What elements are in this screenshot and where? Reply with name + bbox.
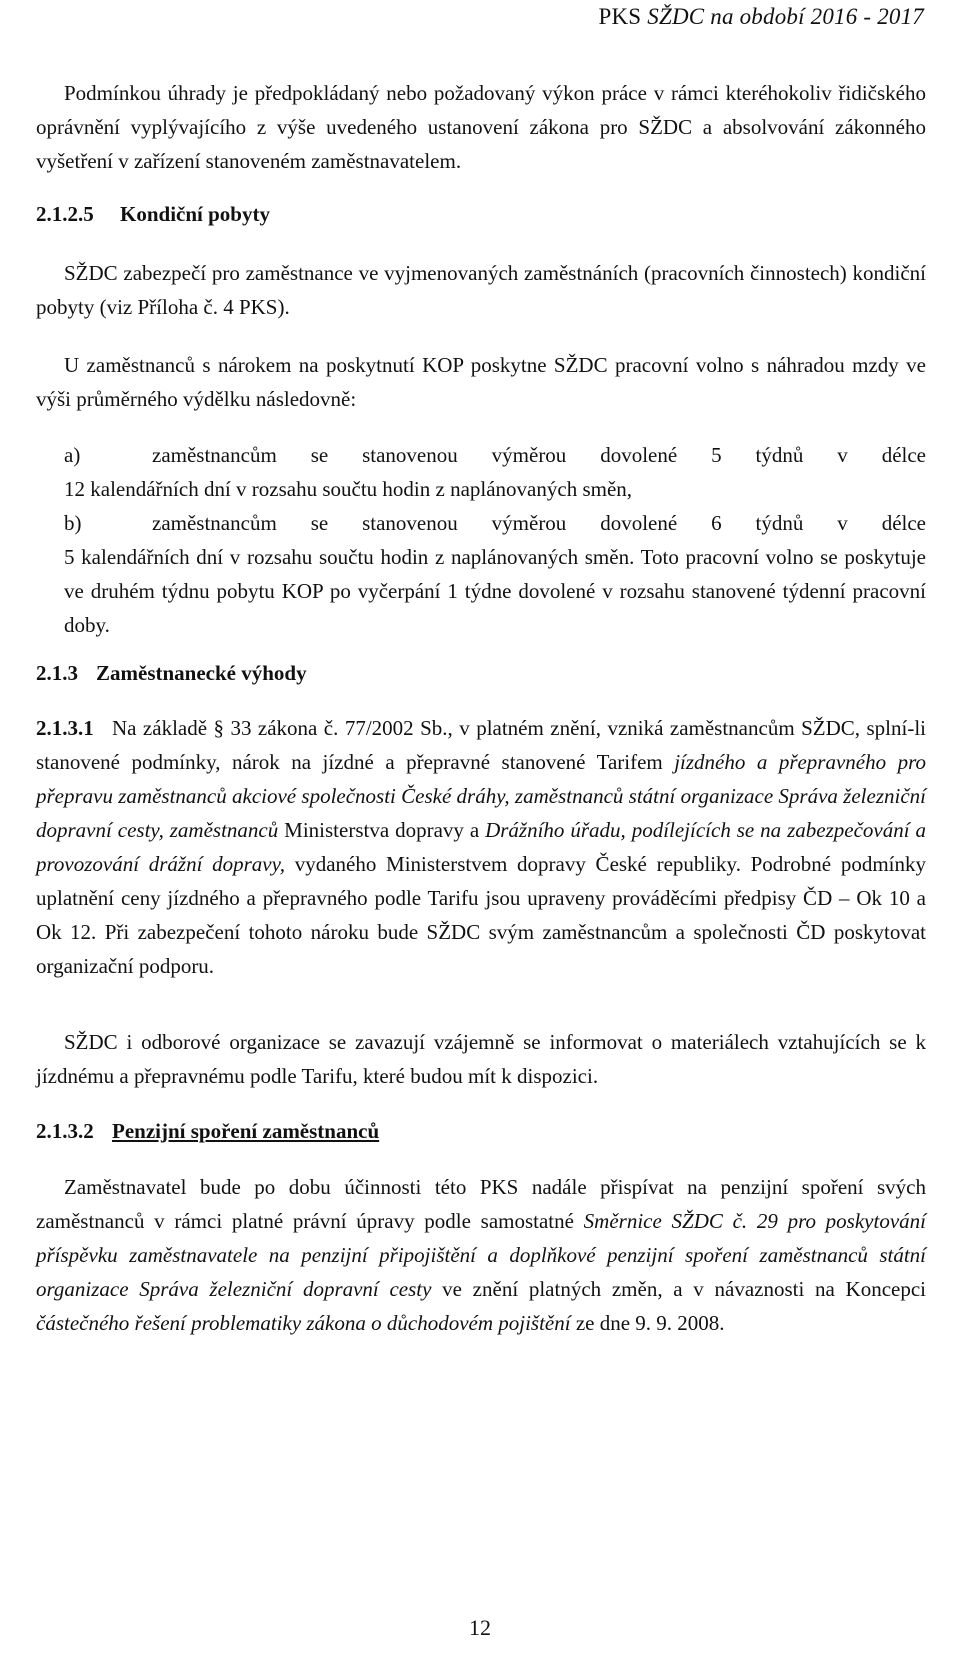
section-number-2-1-3: 2.1.3 <box>36 661 78 685</box>
paragraph-penzijni-part-3: ze dne 9. 9. 2008. <box>570 1311 725 1335</box>
list-item-a-text-first: zaměstnancům se stanovenou výměrou dovolené 5 týdnů v délce <box>152 443 926 467</box>
header-title: SŽDC na období 2016 - 2017 <box>647 4 924 29</box>
list-item-b-label: b) <box>64 511 82 535</box>
section-number-2-1-3-2: 2.1.3.2 <box>36 1119 94 1143</box>
paragraph-2-1-3-1 <box>36 711 926 983</box>
list-item-a-label: a) <box>64 443 81 467</box>
paragraph-2-1-3-1-part-3: vydaného Ministerstvem dopravy České republiky. Podrobné podmínky uplatnění ceny jízdného a přepravného podle Tarifu jsou upraveny prováděcími předpisy ČD – Ok 10 a Ok 12. Při zabezpečení tohoto nároku bude SŽDC svým zaměstnancům a společnosti ČD poskytovat organizační podporu. <box>36 852 926 978</box>
section-title-kondicni-pobyty: Kondiční pobyty <box>120 202 270 226</box>
paragraph-penzijni-part-1: Zaměstnavatel bude po dobu účinnosti této PKS nadále přispívat na penzijní spoření svých zaměstnanců v rámci platné právní úpravy podle samostatné <box>36 1175 926 1233</box>
tarif-title-italic: jízdného a přepravného pro přepravu zaměstnanců akciové společnosti České dráhy, zaměstnanců státní organizace Správa železniční dopravní cesty, zaměstnanců <box>36 750 926 842</box>
header-prefix: PKS <box>598 4 648 29</box>
paragraph-penzijni-sporeni <box>36 1170 926 1340</box>
list-item-b <box>64 506 926 642</box>
section-title-zamestnanecke-vyhody: Zaměstnanecké výhody <box>96 661 307 685</box>
page-header <box>599 4 925 30</box>
section-number-2-1-2-5: 2.1.2.5 <box>36 202 94 226</box>
list-item-a-first-line <box>64 438 926 472</box>
section-number-2-1-3-1: 2.1.3.1 <box>36 716 94 740</box>
page-number: 12 <box>469 1615 491 1640</box>
paragraph-payment-condition: Podmínkou úhrady je předpokládaný nebo požadovaný výkon práce v rámci kteréhokoliv řidičského oprávnění vyplývajícího z výše uvedeného ustanovení zákona pro SŽDC a absolvování zákonného vyšetření v zařízení stanoveném zaměstnavatelem. <box>36 81 926 173</box>
paragraph-kop-leave: U zaměstnanců s nárokem na poskytnutí KOP poskytne SŽDC pracovní volno s náhradou mzdy ve výši průměrného výdělku následovně: <box>36 353 926 411</box>
koncepce-title-italic: částečného řešení problematiky zákona o důchodovém pojištění <box>36 1311 571 1335</box>
paragraph-kondicni-pobyty: SŽDC zabezpečí pro zaměstnance ve vyjmenovaných zaměstnáních (pracovních činnostech) kondiční pobyty (viz Příloha č. 4 PKS). <box>36 261 926 319</box>
paragraph-penzijni-part-2: ve znění platných změn, a v návaznosti na Koncepci <box>431 1277 926 1301</box>
paragraph-odborove-organizace: SŽDC i odborové organizace se zavazují vzájemně se informovat o materiálech vztahujících se k jízdnému a přepravnému podle Tarifu, které budou mít k dispozici. <box>36 1030 926 1088</box>
list-item-b-text-first: zaměstnancům se stanovenou výměrou dovolené 6 týdnů v délce <box>152 511 926 535</box>
list-item-b-text-rest: 5 kalendářních dní v rozsahu součtu hodin z naplánovaných směn. Toto pracovní volno se poskytuje ve druhém týdnu pobytu KOP po vyčerpání 1 týdne dovolené v rozsahu stanovené týdenní pracovní doby. <box>64 545 926 637</box>
list-item-a-text-rest: 12 kalendářních dní v rozsahu součtu hodin z naplánovaných směn, <box>64 477 633 501</box>
list-item-b-first-line <box>64 506 926 540</box>
list-item-a <box>64 438 926 506</box>
paragraph-2-1-3-1-part-2: Ministerstva dopravy a <box>278 818 486 842</box>
drazni-urad-italic: Drážního úřadu, podílejících se na zabezpečování a provozování drážní dopravy, <box>36 818 927 876</box>
paragraph-2-1-3-1-part-1: Na základě § 33 zákona č. 77/2002 Sb., v platném znění, vzniká zaměstnancům SŽDC, splní-li stanovené podmínky, nárok na jízdné a přepravné stanovené Tarifem <box>36 716 926 774</box>
section-title-penzijni-sporeni: Penzijní spoření zaměstnanců <box>112 1119 380 1143</box>
smernice-title-italic: Směrnice SŽDC č. 29 pro poskytování příspěvku zaměstnavatele na penzijní připojištění a doplňkové penzijní spoření zaměstnanců státní organizace Správa železniční dopravní cesty <box>36 1209 926 1301</box>
